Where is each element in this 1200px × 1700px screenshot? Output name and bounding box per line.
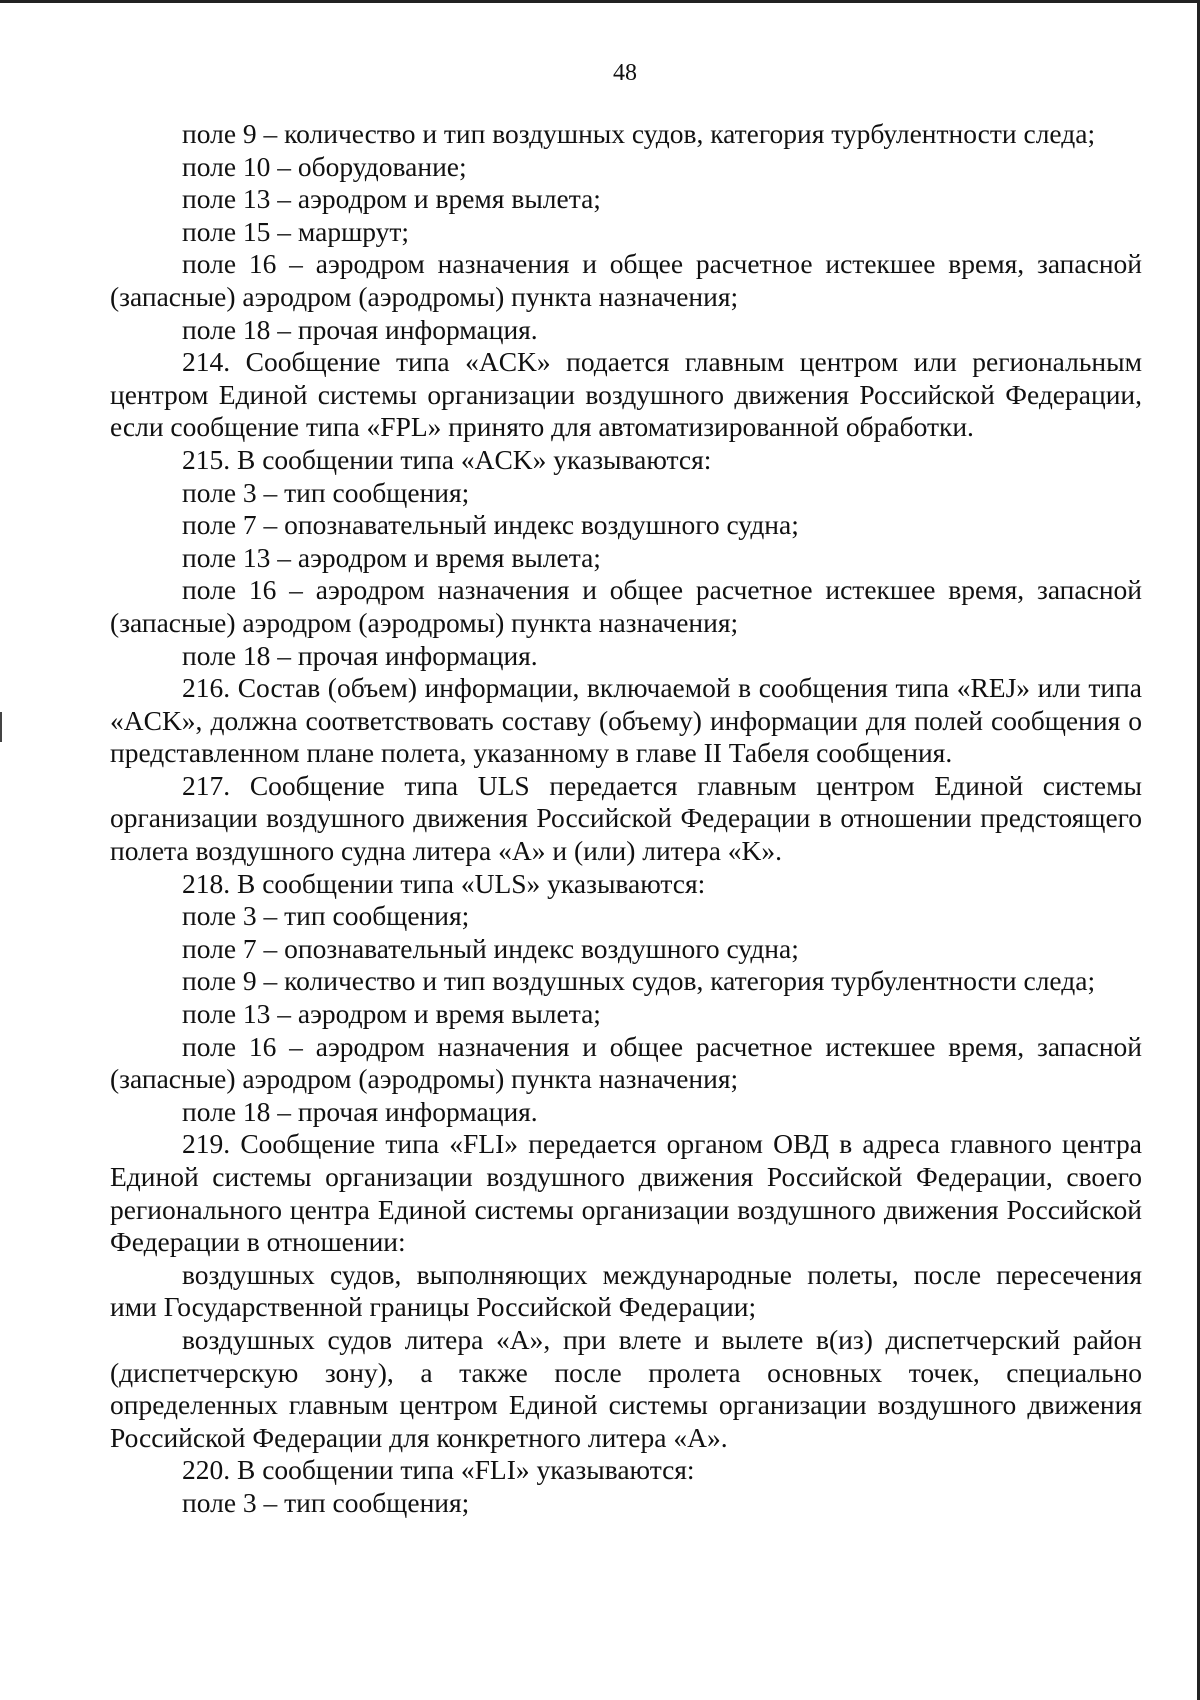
paragraph: поле 13 – аэродром и время вылета; <box>182 998 601 1030</box>
paragraph: 219. Сообщение типа «FLI» передается органом ОВД в адреса главного центра Единой системы организации воздушного движения Российской Федерации, своего регионального центра Единой системы организации воздушного движения Российской Федерации в отношении: <box>110 1128 1142 1258</box>
paragraph: воздушных судов литера «А», при влете и вылете в(из) диспетчерский район (диспетчерскую зону), а также после пролета основных точек, специально определенных главным центром Единой системы организации воздушного движения Российской Федерации для конкретного литера «А». <box>110 1323 1142 1453</box>
paragraph: поле 3 – тип сообщения; <box>182 476 470 508</box>
paragraph: поле 9 – количество и тип воздушных судов, категория турбулентности следа; <box>182 118 1096 149</box>
paragraph: поле 13 – аэродром и время вылета; <box>182 183 601 215</box>
paragraph: поле 18 – прочая информация. <box>182 313 538 345</box>
paragraph: поле 15 – маршрут; <box>182 215 410 247</box>
paragraph: поле 16 – аэродром назначения и общее расчетное истекшее время, запасной (запасные) аэродром (аэродромы) пункта назначения; <box>110 1030 1142 1095</box>
paragraph: поле 10 – оборудование; <box>182 150 467 182</box>
scan-edge-mark <box>0 712 2 742</box>
paragraph: поле 9 – количество и тип воздушных судов, категория турбулентности следа; <box>182 965 1096 997</box>
paragraph: поле 3 – тип сообщения; <box>182 1486 470 1518</box>
paragraph: 217. Сообщение типа ULS передается главным центром Единой системы организации воздушного движения Российской Федерации в отношении предстоящего полета воздушного судна литера «А» и (или) литера «K». <box>110 769 1142 867</box>
paragraph: поле 16 – аэродром назначения и общее расчетное истекшее время, запасной (запасные) аэродром (аэродромы) пункта назначения; <box>110 574 1142 638</box>
paragraph: поле 18 – прочая информация. <box>182 639 538 671</box>
paragraph: 215. В сообщении типа «ACK» указываются: <box>182 443 712 475</box>
paragraph: 220. В сообщении типа «FLI» указываются: <box>182 1454 695 1486</box>
scan-edge-top <box>0 0 1200 3</box>
paragraph: 216. Состав (объем) информации, включаемой в сообщения типа «REJ» или типа «ACK», должна соответствовать составу (объему) информации для полей сообщения о представленном плане полета, указанному в главе II Табеля сообщения. <box>110 672 1142 769</box>
paragraph: 214. Сообщение типа «ACK» подается главным центром или региональным центром Единой системы организации воздушного движения Российской Федерации, если сообщение типа «FPL» принято для автоматизированной обработки. <box>110 346 1142 443</box>
paragraph: 218. В сообщении типа «ULS» указываются: <box>182 867 706 899</box>
paragraph: поле 13 – аэродром и время вылета; <box>182 541 601 573</box>
page-number: 48 <box>613 60 637 86</box>
paragraph: поле 18 – прочая информация. <box>182 1095 538 1127</box>
paragraph: поле 7 – опознавательный индекс воздушного судна; <box>182 509 799 541</box>
document-body <box>110 118 1142 1520</box>
paragraph: поле 3 – тип сообщения; <box>182 900 470 932</box>
paragraph: поле 16 – аэродром назначения и общее расчетное истекшее время, запасной (запасные) аэродром (аэродромы) пункта назначения; <box>110 248 1142 312</box>
paragraph: поле 7 – опознавательный индекс воздушного судна; <box>182 932 799 964</box>
paragraph: воздушных судов, выполняющих международные полеты, после пересечения ими Государственной границы Российской Федерации; <box>110 1258 1142 1323</box>
